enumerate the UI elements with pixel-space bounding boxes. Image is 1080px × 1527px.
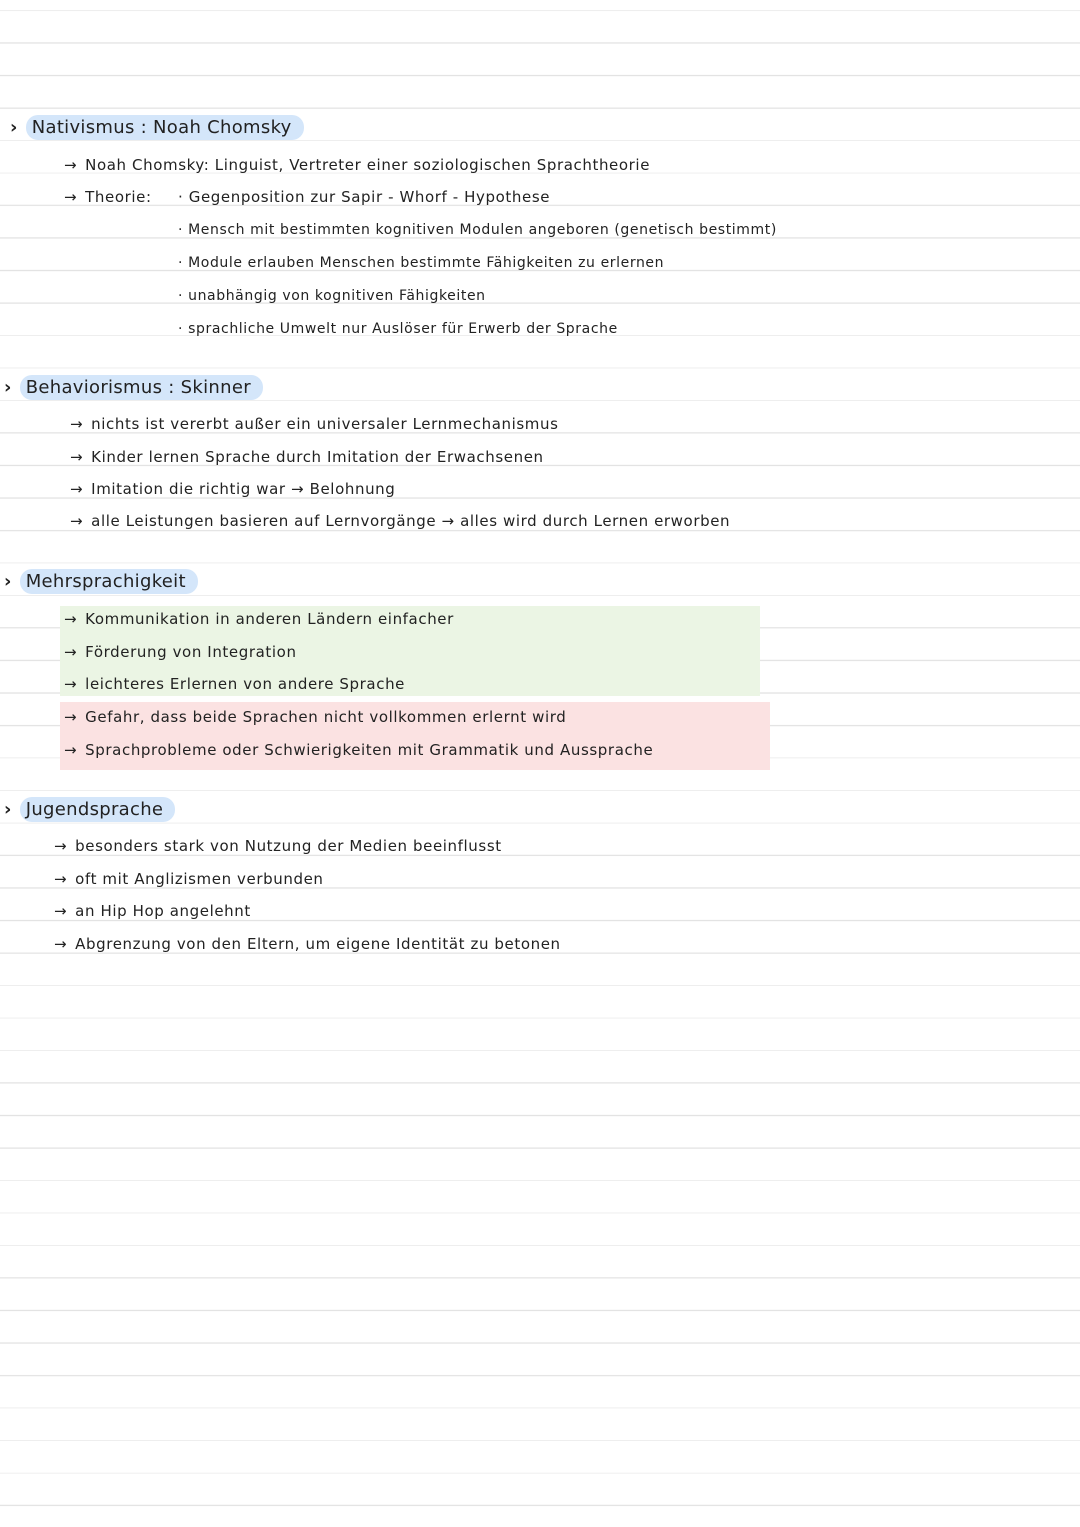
sub-item: [178, 253, 664, 273]
list-item-text: leichteres Erlernen von andere Sprache: [85, 675, 405, 693]
list-item: [64, 187, 152, 207]
list-item-text: alle Leistungen basieren auf Lernvorgänge → alles wird durch Lernen erworben: [91, 512, 731, 530]
arrow-right-icon: →: [64, 675, 78, 693]
arrow-right-icon: →: [64, 188, 78, 206]
arrow-right-icon: →: [54, 935, 68, 953]
heading-jugendsprache-title: Jugendsprache: [20, 797, 176, 822]
list-item-text: besonders stark von Nutzung der Medien beeinflusst: [75, 837, 502, 855]
list-item-text: Gefahr, dass beide Sprachen nicht vollkommen erlernt wird: [85, 708, 567, 726]
list-item-text: Abgrenzung von den Eltern, um eigene Identität zu betonen: [75, 935, 561, 953]
arrow-right-icon: →: [70, 448, 84, 466]
sub-item: [178, 319, 618, 339]
list-item-text: Förderung von Integration: [85, 643, 297, 661]
list-item: [54, 869, 324, 889]
arrow-right-icon: →: [64, 643, 78, 661]
list-item: [64, 674, 405, 694]
list-item-text: Kommunikation in anderen Ländern einfacher: [85, 610, 454, 628]
list-item: [64, 609, 454, 629]
list-item: [70, 447, 544, 467]
arrow-right-icon: →: [64, 610, 78, 628]
list-item: [54, 901, 251, 921]
arrow-right-icon: →: [64, 741, 78, 759]
sub-item: [178, 220, 777, 240]
list-item-text: nichts ist vererbt außer ein universaler Lernmechanismus: [91, 415, 559, 433]
heading-mehrsprachigkeit: [4, 571, 198, 593]
heading-mehrsprachigkeit-title: Mehrsprachigkeit: [20, 569, 198, 594]
list-item: [64, 155, 650, 175]
heading-nativismus: [10, 117, 304, 139]
arrow-right-icon: →: [54, 870, 68, 888]
list-item-text: Theorie:: [85, 188, 152, 206]
chevron-right-icon: ›: [10, 117, 18, 138]
list-item-text: Kinder lernen Sprache durch Imitation der Erwachsenen: [91, 448, 544, 466]
list-item: [70, 511, 730, 531]
sub-item-text: · sprachliche Umwelt nur Auslöser für Erwerb der Sprache: [178, 321, 618, 337]
heading-jugendsprache: [4, 799, 175, 821]
heading-nativismus-title: Nativismus : Noah Chomsky: [26, 115, 304, 140]
chevron-right-icon: ›: [4, 377, 12, 398]
chevron-right-icon: ›: [4, 799, 12, 820]
arrow-right-icon: →: [70, 415, 84, 433]
list-item: [64, 642, 297, 662]
arrow-right-icon: →: [70, 512, 84, 530]
arrow-right-icon: →: [64, 708, 78, 726]
arrow-right-icon: →: [54, 902, 68, 920]
list-item: [70, 414, 559, 434]
list-item: [64, 740, 653, 760]
sub-item-text: · Module erlauben Menschen bestimmte Fähigkeiten zu erlernen: [178, 255, 665, 271]
arrow-right-icon: →: [70, 480, 84, 498]
list-item-text: Noah Chomsky: Linguist, Vertreter einer soziologischen Sprachtheorie: [85, 156, 651, 174]
sub-item: [178, 286, 486, 306]
arrow-right-icon: →: [54, 837, 68, 855]
list-item: [54, 934, 561, 954]
sub-item: [178, 187, 550, 207]
chevron-right-icon: ›: [4, 571, 12, 592]
list-item: [54, 836, 502, 856]
arrow-right-icon: →: [64, 156, 78, 174]
heading-behaviorismus: [4, 377, 263, 399]
list-item-text: oft mit Anglizismen verbunden: [75, 870, 324, 888]
list-item: [64, 707, 566, 727]
sub-item-text: · unabhängig von kognitiven Fähigkeiten: [178, 288, 486, 304]
list-item: [70, 479, 395, 499]
sub-item-text: · Gegenposition zur Sapir - Whorf - Hypothese: [178, 188, 551, 206]
heading-behaviorismus-title: Behaviorismus : Skinner: [20, 375, 263, 400]
sub-item-text: · Mensch mit bestimmten kognitiven Modulen angeboren (genetisch bestimmt): [178, 222, 777, 238]
list-item-text: Imitation die richtig war → Belohnung: [91, 480, 396, 498]
list-item-text: an Hip Hop angelehnt: [75, 902, 251, 920]
list-item-text: Sprachprobleme oder Schwierigkeiten mit Grammatik und Aussprache: [85, 741, 654, 759]
